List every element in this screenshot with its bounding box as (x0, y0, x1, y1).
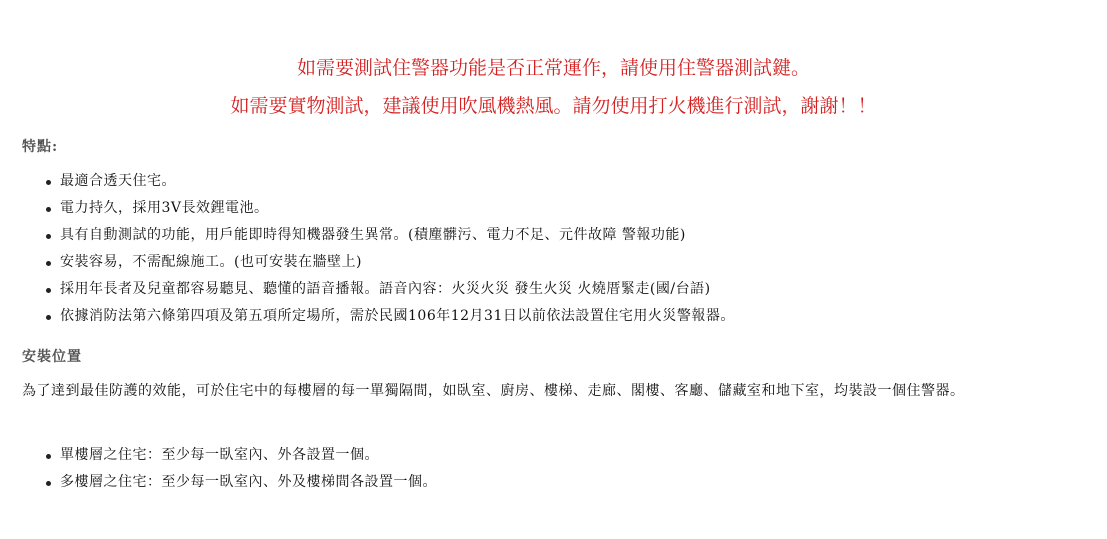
list-item-text: 採用年長者及兒童都容易聽見、聽懂的語音播報。語音內容：火災火災 發生火災 火燒厝緊走(國/台語) (60, 281, 711, 297)
list-item (44, 195, 735, 222)
bullet-icon (46, 234, 51, 239)
features-heading: 特點: (22, 139, 59, 155)
location-paragraph: 為了達到最佳防護的效能，可於住宅中的每樓層的每一單獨隔間，如臥室、廚房、樓梯、走廊、閣樓、客廳、儲藏室和地下室，均裝設一個住警器。 (22, 383, 965, 399)
features-list (44, 168, 735, 330)
bullet-icon (46, 180, 51, 185)
list-item (44, 276, 735, 303)
list-item (44, 222, 735, 249)
location-heading: 安裝位置 (22, 349, 82, 365)
list-item (44, 303, 735, 330)
list-item-text: 依據消防法第六條第四項及第五項所定場所，需於民國106年12月31日以前依法設置住宅用火災警報器。 (60, 308, 735, 324)
list-item-text: 具有自動測試的功能，用戶能即時得知機器發生異常。(積塵髒污、電力不足、元件故障 警報功能) (60, 227, 686, 243)
list-item-text: 最適合透天住宅。 (60, 173, 176, 189)
bullet-icon (46, 207, 51, 212)
list-item (44, 442, 437, 469)
location-list (44, 442, 437, 496)
bullet-icon (46, 261, 51, 266)
list-item (44, 168, 735, 195)
bullet-icon (46, 454, 51, 459)
bullet-icon (46, 481, 51, 486)
list-item-text: 單樓層之住宅：至少每一臥室內、外各設置一個。 (60, 447, 379, 463)
notice-physical-test: 如需要實物測試，建議使用吹風機熱風。請勿使用打火機進行測試，謝謝！！ (230, 95, 877, 117)
bullet-icon (46, 288, 51, 293)
list-item-text: 安裝容易，不需配線施工。(也可安裝在牆壁上) (60, 254, 362, 270)
notice-test-button: 如需要測試住警器功能是否正常運作，請使用住警器測試鍵。 (296, 57, 810, 79)
list-item-text: 電力持久，採用3V長效鋰電池。 (60, 200, 269, 216)
list-item (44, 249, 735, 276)
list-item (44, 469, 437, 496)
list-item-text: 多樓層之住宅：至少每一臥室內、外及樓梯間各設置一個。 (60, 474, 437, 490)
bullet-icon (46, 315, 51, 320)
